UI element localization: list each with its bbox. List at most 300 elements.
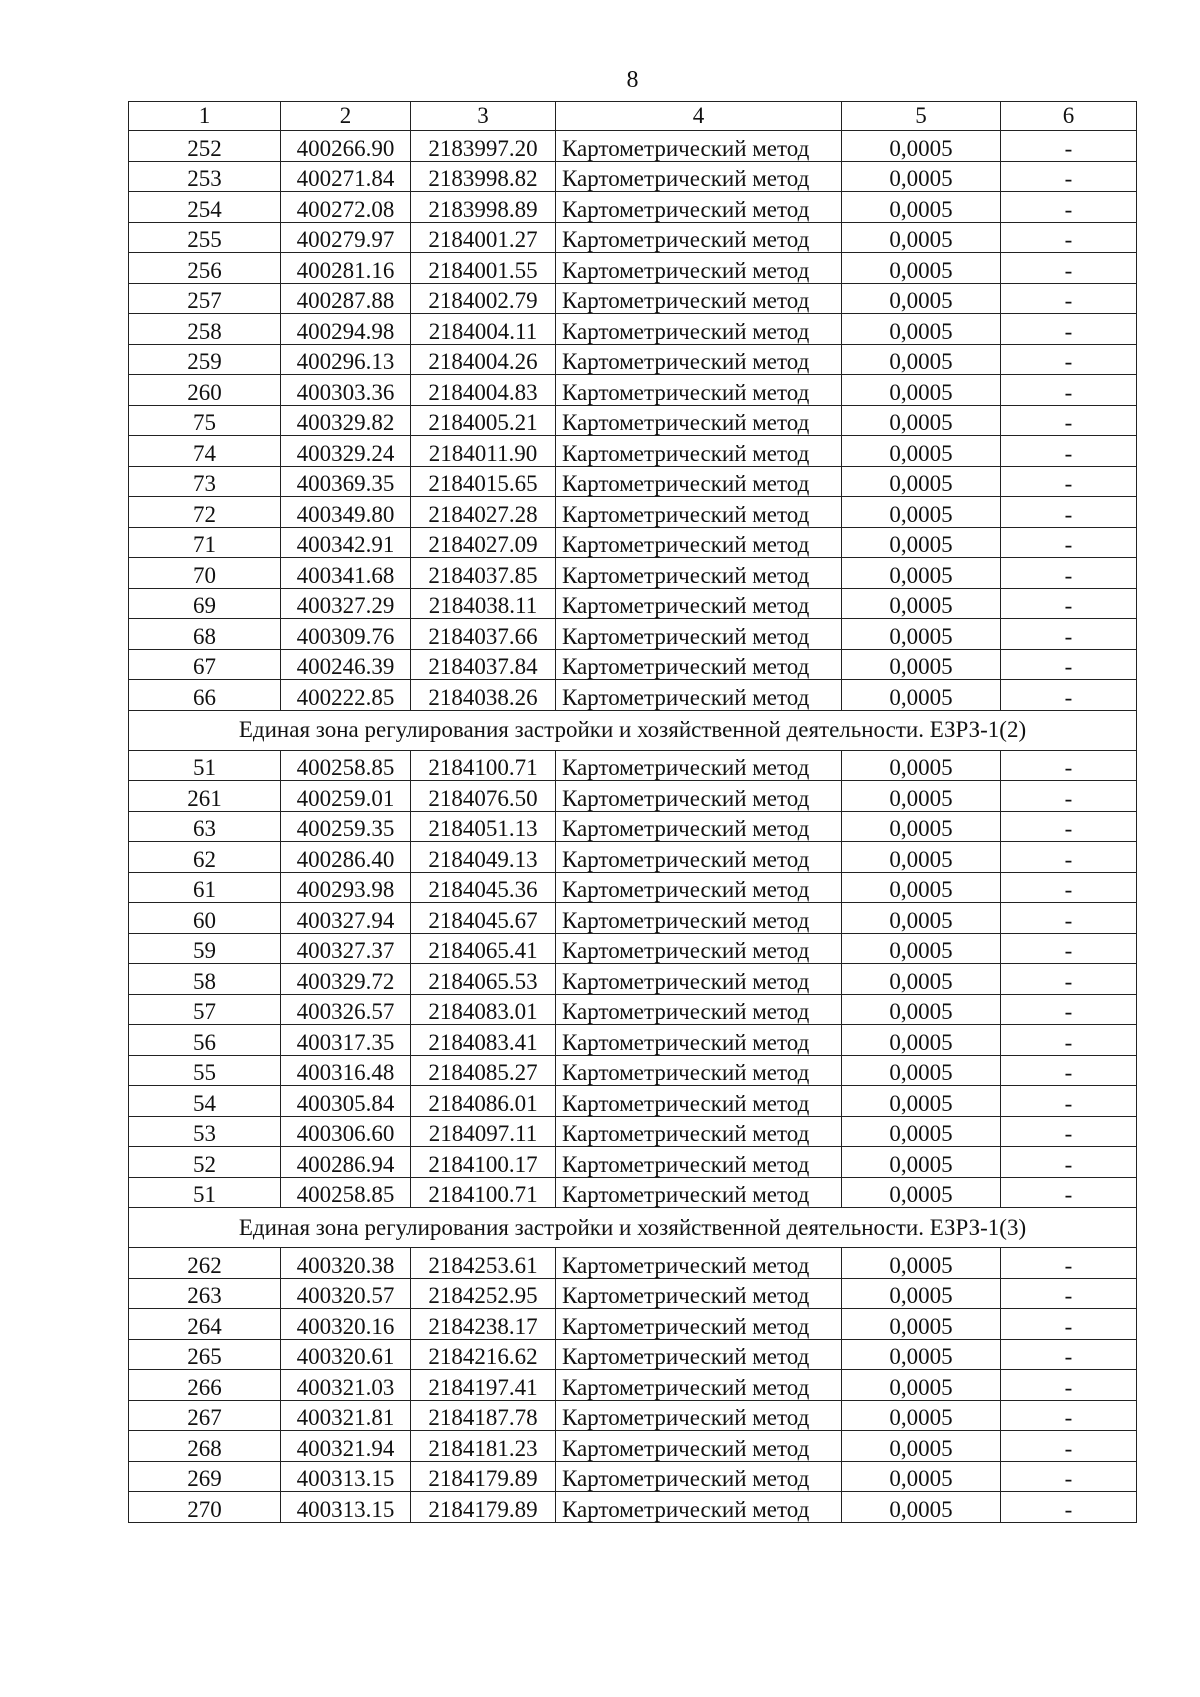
coord-y-cell: 2184181.23 [411, 1431, 556, 1462]
coord-y-cell: 2184049.13 [411, 842, 556, 873]
table-row [129, 344, 1137, 375]
point-number-cell: 71 [129, 527, 281, 558]
coord-x-cell: 400327.29 [281, 588, 411, 619]
point-number-cell: 51 [129, 1177, 281, 1208]
point-number-cell: 60 [129, 903, 281, 934]
table-row [129, 161, 1137, 192]
method-cell: Картометрический метод [556, 405, 842, 436]
accuracy-cell: 0,0005 [842, 619, 1001, 650]
coord-x-cell: 400369.35 [281, 466, 411, 497]
accuracy-cell: 0,0005 [842, 1400, 1001, 1431]
note-cell: - [1001, 131, 1137, 162]
table-row [129, 314, 1137, 345]
coord-y-cell: 2184238.17 [411, 1309, 556, 1340]
coord-x-cell: 400321.94 [281, 1431, 411, 1462]
note-cell: - [1001, 1025, 1137, 1056]
table-row [129, 1370, 1137, 1401]
point-number-cell: 263 [129, 1278, 281, 1309]
table-row [129, 933, 1137, 964]
method-cell: Картометрический метод [556, 161, 842, 192]
coord-y-cell: 2184197.41 [411, 1370, 556, 1401]
coord-x-cell: 400320.57 [281, 1278, 411, 1309]
method-cell: Картометрический метод [556, 1055, 842, 1086]
table-row [129, 1339, 1137, 1370]
coord-x-cell: 400320.38 [281, 1248, 411, 1279]
coord-y-cell: 2184004.83 [411, 375, 556, 406]
method-cell: Картометрический метод [556, 344, 842, 375]
table-row [129, 649, 1137, 680]
note-cell: - [1001, 466, 1137, 497]
coord-x-cell: 400321.81 [281, 1400, 411, 1431]
table-row [129, 750, 1137, 781]
note-cell: - [1001, 1339, 1137, 1370]
accuracy-cell: 0,0005 [842, 781, 1001, 812]
table-row [129, 1055, 1137, 1086]
table-row [129, 375, 1137, 406]
table-row [129, 405, 1137, 436]
coord-x-cell: 400281.16 [281, 253, 411, 284]
accuracy-cell: 0,0005 [842, 649, 1001, 680]
coord-x-cell: 400320.61 [281, 1339, 411, 1370]
table-row [129, 811, 1137, 842]
coord-y-cell: 2184252.95 [411, 1278, 556, 1309]
accuracy-cell: 0,0005 [842, 527, 1001, 558]
note-cell: - [1001, 1116, 1137, 1147]
accuracy-cell: 0,0005 [842, 283, 1001, 314]
coord-y-cell: 2184037.84 [411, 649, 556, 680]
point-number-cell: 74 [129, 436, 281, 467]
method-cell: Картометрический метод [556, 933, 842, 964]
table-row [129, 1400, 1137, 1431]
note-cell: - [1001, 1461, 1137, 1492]
coord-y-cell: 2184027.09 [411, 527, 556, 558]
note-cell: - [1001, 1492, 1137, 1523]
accuracy-cell: 0,0005 [842, 222, 1001, 253]
note-cell: - [1001, 436, 1137, 467]
method-cell: Картометрический метод [556, 253, 842, 284]
coord-x-cell: 400258.85 [281, 750, 411, 781]
method-cell: Картометрический метод [556, 680, 842, 711]
note-cell: - [1001, 588, 1137, 619]
note-cell: - [1001, 192, 1137, 223]
coord-x-cell: 400321.03 [281, 1370, 411, 1401]
coord-x-cell: 400279.97 [281, 222, 411, 253]
method-cell: Картометрический метод [556, 192, 842, 223]
method-cell: Картометрический метод [556, 588, 842, 619]
coord-y-cell: 2184100.17 [411, 1147, 556, 1178]
table-row [129, 1461, 1137, 1492]
point-number-cell: 73 [129, 466, 281, 497]
accuracy-cell: 0,0005 [842, 811, 1001, 842]
table-row [129, 872, 1137, 903]
table-row [129, 680, 1137, 711]
method-cell: Картометрический метод [556, 497, 842, 528]
table-row [129, 253, 1137, 284]
method-cell: Картометрический метод [556, 466, 842, 497]
accuracy-cell: 0,0005 [842, 466, 1001, 497]
table-row [129, 222, 1137, 253]
table-row [129, 588, 1137, 619]
coord-y-cell: 2184038.11 [411, 588, 556, 619]
coord-y-cell: 2184065.53 [411, 964, 556, 995]
coord-x-cell: 400341.68 [281, 558, 411, 589]
coord-y-cell: 2184045.67 [411, 903, 556, 934]
coord-y-cell: 2184086.01 [411, 1086, 556, 1117]
note-cell: - [1001, 872, 1137, 903]
point-number-cell: 68 [129, 619, 281, 650]
table-row [129, 283, 1137, 314]
accuracy-cell: 0,0005 [842, 1309, 1001, 1340]
table-row [129, 903, 1137, 934]
note-cell: - [1001, 1055, 1137, 1086]
point-number-cell: 75 [129, 405, 281, 436]
method-cell: Картометрический метод [556, 558, 842, 589]
column-header: 3 [411, 102, 556, 131]
coord-y-cell: 2184083.01 [411, 994, 556, 1025]
point-number-cell: 260 [129, 375, 281, 406]
coord-x-cell: 400259.01 [281, 781, 411, 812]
table-row [129, 1147, 1137, 1178]
table-row [129, 1086, 1137, 1117]
accuracy-cell: 0,0005 [842, 1177, 1001, 1208]
note-cell: - [1001, 283, 1137, 314]
table-row [129, 1431, 1137, 1462]
table-row [129, 131, 1137, 162]
note-cell: - [1001, 842, 1137, 873]
table-row [129, 1309, 1137, 1340]
coord-x-cell: 400342.91 [281, 527, 411, 558]
note-cell: - [1001, 253, 1137, 284]
coord-x-cell: 400287.88 [281, 283, 411, 314]
method-cell: Картометрический метод [556, 1309, 842, 1340]
coord-x-cell: 400272.08 [281, 192, 411, 223]
coord-y-cell: 2184037.85 [411, 558, 556, 589]
note-cell: - [1001, 1177, 1137, 1208]
accuracy-cell: 0,0005 [842, 872, 1001, 903]
coord-x-cell: 400313.15 [281, 1492, 411, 1523]
note-cell: - [1001, 1248, 1137, 1279]
accuracy-cell: 0,0005 [842, 964, 1001, 995]
point-number-cell: 264 [129, 1309, 281, 1340]
accuracy-cell: 0,0005 [842, 192, 1001, 223]
method-cell: Картометрический метод [556, 842, 842, 873]
column-header: 2 [281, 102, 411, 131]
coord-y-cell: 2184083.41 [411, 1025, 556, 1056]
method-cell: Картометрический метод [556, 811, 842, 842]
column-header: 4 [556, 102, 842, 131]
table-row [129, 497, 1137, 528]
method-cell: Картометрический метод [556, 1248, 842, 1279]
point-number-cell: 267 [129, 1400, 281, 1431]
method-cell: Картометрический метод [556, 872, 842, 903]
table-row [129, 1177, 1137, 1208]
table-row [129, 964, 1137, 995]
coord-x-cell: 400266.90 [281, 131, 411, 162]
table-row [129, 192, 1137, 223]
method-cell: Картометрический метод [556, 527, 842, 558]
point-number-cell: 52 [129, 1147, 281, 1178]
accuracy-cell: 0,0005 [842, 680, 1001, 711]
point-number-cell: 57 [129, 994, 281, 1025]
coord-y-cell: 2184001.27 [411, 222, 556, 253]
note-cell: - [1001, 497, 1137, 528]
table-row [129, 619, 1137, 650]
note-cell: - [1001, 1147, 1137, 1178]
note-cell: - [1001, 964, 1137, 995]
point-number-cell: 66 [129, 680, 281, 711]
accuracy-cell: 0,0005 [842, 842, 1001, 873]
method-cell: Картометрический метод [556, 649, 842, 680]
note-cell: - [1001, 994, 1137, 1025]
coord-y-cell: 2184085.27 [411, 1055, 556, 1086]
point-number-cell: 258 [129, 314, 281, 345]
point-number-cell: 269 [129, 1461, 281, 1492]
accuracy-cell: 0,0005 [842, 1339, 1001, 1370]
coordinates-table [128, 101, 1137, 1523]
accuracy-cell: 0,0005 [842, 314, 1001, 345]
point-number-cell: 257 [129, 283, 281, 314]
note-cell: - [1001, 527, 1137, 558]
method-cell: Картометрический метод [556, 436, 842, 467]
point-number-cell: 51 [129, 750, 281, 781]
note-cell: - [1001, 750, 1137, 781]
coord-y-cell: 2184011.90 [411, 436, 556, 467]
point-number-cell: 53 [129, 1116, 281, 1147]
coord-y-cell: 2184004.11 [411, 314, 556, 345]
point-number-cell: 70 [129, 558, 281, 589]
coord-y-cell: 2184179.89 [411, 1461, 556, 1492]
table-row [129, 558, 1137, 589]
point-number-cell: 256 [129, 253, 281, 284]
method-cell: Картометрический метод [556, 1177, 842, 1208]
point-number-cell: 63 [129, 811, 281, 842]
coord-x-cell: 400317.35 [281, 1025, 411, 1056]
coord-y-cell: 2184015.65 [411, 466, 556, 497]
accuracy-cell: 0,0005 [842, 558, 1001, 589]
coord-y-cell: 2184051.13 [411, 811, 556, 842]
section-title: Единая зона регулирования застройки и хозяйственной деятельности. ЕЗРЗ-1(3) [129, 1208, 1137, 1248]
coord-y-cell: 2183998.89 [411, 192, 556, 223]
coord-x-cell: 400259.35 [281, 811, 411, 842]
method-cell: Картометрический метод [556, 964, 842, 995]
coord-x-cell: 400329.82 [281, 405, 411, 436]
accuracy-cell: 0,0005 [842, 1116, 1001, 1147]
accuracy-cell: 0,0005 [842, 131, 1001, 162]
method-cell: Картометрический метод [556, 375, 842, 406]
note-cell: - [1001, 558, 1137, 589]
accuracy-cell: 0,0005 [842, 1492, 1001, 1523]
accuracy-cell: 0,0005 [842, 161, 1001, 192]
note-cell: - [1001, 161, 1137, 192]
point-number-cell: 270 [129, 1492, 281, 1523]
coord-x-cell: 400329.72 [281, 964, 411, 995]
point-number-cell: 62 [129, 842, 281, 873]
note-cell: - [1001, 344, 1137, 375]
note-cell: - [1001, 649, 1137, 680]
coord-x-cell: 400294.98 [281, 314, 411, 345]
point-number-cell: 268 [129, 1431, 281, 1462]
coord-x-cell: 400258.85 [281, 1177, 411, 1208]
method-cell: Картометрический метод [556, 1339, 842, 1370]
accuracy-cell: 0,0005 [842, 1370, 1001, 1401]
point-number-cell: 252 [129, 131, 281, 162]
point-number-cell: 58 [129, 964, 281, 995]
method-cell: Картометрический метод [556, 1086, 842, 1117]
coord-x-cell: 400305.84 [281, 1086, 411, 1117]
method-cell: Картометрический метод [556, 1400, 842, 1431]
point-number-cell: 253 [129, 161, 281, 192]
method-cell: Картометрический метод [556, 222, 842, 253]
coord-y-cell: 2184097.11 [411, 1116, 556, 1147]
note-cell: - [1001, 222, 1137, 253]
method-cell: Картометрический метод [556, 131, 842, 162]
method-cell: Картометрический метод [556, 619, 842, 650]
coord-y-cell: 2184253.61 [411, 1248, 556, 1279]
coord-x-cell: 400306.60 [281, 1116, 411, 1147]
table-row [129, 1278, 1137, 1309]
point-number-cell: 61 [129, 872, 281, 903]
method-cell: Картометрический метод [556, 903, 842, 934]
table-row [129, 1492, 1137, 1523]
point-number-cell: 54 [129, 1086, 281, 1117]
coord-x-cell: 400316.48 [281, 1055, 411, 1086]
accuracy-cell: 0,0005 [842, 1147, 1001, 1178]
note-cell: - [1001, 1370, 1137, 1401]
column-header: 5 [842, 102, 1001, 131]
method-cell: Картометрический метод [556, 750, 842, 781]
coord-x-cell: 400320.16 [281, 1309, 411, 1340]
method-cell: Картометрический метод [556, 1025, 842, 1056]
accuracy-cell: 0,0005 [842, 253, 1001, 284]
method-cell: Картометрический метод [556, 1431, 842, 1462]
coord-y-cell: 2183998.82 [411, 161, 556, 192]
coord-x-cell: 400296.13 [281, 344, 411, 375]
table-row [129, 466, 1137, 497]
note-cell: - [1001, 375, 1137, 406]
table-row [129, 527, 1137, 558]
coord-y-cell: 2184001.55 [411, 253, 556, 284]
accuracy-cell: 0,0005 [842, 1461, 1001, 1492]
table-row [129, 842, 1137, 873]
table-row [129, 781, 1137, 812]
coord-y-cell: 2184076.50 [411, 781, 556, 812]
table-row [129, 1248, 1137, 1279]
accuracy-cell: 0,0005 [842, 903, 1001, 934]
page-number: 8 [626, 67, 639, 93]
note-cell: - [1001, 1086, 1137, 1117]
coord-y-cell: 2184037.66 [411, 619, 556, 650]
accuracy-cell: 0,0005 [842, 1086, 1001, 1117]
coord-x-cell: 400286.94 [281, 1147, 411, 1178]
coord-y-cell: 2184216.62 [411, 1339, 556, 1370]
accuracy-cell: 0,0005 [842, 933, 1001, 964]
coord-x-cell: 400246.39 [281, 649, 411, 680]
accuracy-cell: 0,0005 [842, 994, 1001, 1025]
point-number-cell: 254 [129, 192, 281, 223]
table-row [129, 436, 1137, 467]
coord-x-cell: 400327.94 [281, 903, 411, 934]
coord-x-cell: 400326.57 [281, 994, 411, 1025]
point-number-cell: 255 [129, 222, 281, 253]
point-number-cell: 56 [129, 1025, 281, 1056]
accuracy-cell: 0,0005 [842, 497, 1001, 528]
point-number-cell: 69 [129, 588, 281, 619]
accuracy-cell: 0,0005 [842, 344, 1001, 375]
accuracy-cell: 0,0005 [842, 1278, 1001, 1309]
section-title-row [129, 710, 1137, 750]
accuracy-cell: 0,0005 [842, 588, 1001, 619]
method-cell: Картометрический метод [556, 1278, 842, 1309]
note-cell: - [1001, 811, 1137, 842]
accuracy-cell: 0,0005 [842, 436, 1001, 467]
method-cell: Картометрический метод [556, 1461, 842, 1492]
coord-x-cell: 400327.37 [281, 933, 411, 964]
coord-y-cell: 2184045.36 [411, 872, 556, 903]
note-cell: - [1001, 619, 1137, 650]
point-number-cell: 259 [129, 344, 281, 375]
point-number-cell: 72 [129, 497, 281, 528]
section-title-row [129, 1208, 1137, 1248]
coord-x-cell: 400293.98 [281, 872, 411, 903]
note-cell: - [1001, 405, 1137, 436]
coord-y-cell: 2184027.28 [411, 497, 556, 528]
coord-y-cell: 2184100.71 [411, 750, 556, 781]
column-header: 1 [129, 102, 281, 131]
accuracy-cell: 0,0005 [842, 750, 1001, 781]
coord-x-cell: 400271.84 [281, 161, 411, 192]
method-cell: Картометрический метод [556, 1370, 842, 1401]
accuracy-cell: 0,0005 [842, 1025, 1001, 1056]
coord-y-cell: 2184179.89 [411, 1492, 556, 1523]
coord-y-cell: 2184005.21 [411, 405, 556, 436]
coord-x-cell: 400313.15 [281, 1461, 411, 1492]
point-number-cell: 265 [129, 1339, 281, 1370]
point-number-cell: 55 [129, 1055, 281, 1086]
table-row [129, 1116, 1137, 1147]
method-cell: Картометрический метод [556, 1147, 842, 1178]
accuracy-cell: 0,0005 [842, 1248, 1001, 1279]
coord-x-cell: 400349.80 [281, 497, 411, 528]
accuracy-cell: 0,0005 [842, 1431, 1001, 1462]
accuracy-cell: 0,0005 [842, 1055, 1001, 1086]
note-cell: - [1001, 314, 1137, 345]
method-cell: Картометрический метод [556, 1116, 842, 1147]
table-row [129, 1025, 1137, 1056]
accuracy-cell: 0,0005 [842, 405, 1001, 436]
coord-y-cell: 2184038.26 [411, 680, 556, 711]
note-cell: - [1001, 1400, 1137, 1431]
section-title: Единая зона регулирования застройки и хозяйственной деятельности. ЕЗРЗ-1(2) [129, 710, 1137, 750]
accuracy-cell: 0,0005 [842, 375, 1001, 406]
note-cell: - [1001, 1431, 1137, 1462]
coord-x-cell: 400309.76 [281, 619, 411, 650]
note-cell: - [1001, 1309, 1137, 1340]
note-cell: - [1001, 1278, 1137, 1309]
method-cell: Картометрический метод [556, 283, 842, 314]
coord-y-cell: 2184187.78 [411, 1400, 556, 1431]
coord-y-cell: 2184004.26 [411, 344, 556, 375]
coord-y-cell: 2183997.20 [411, 131, 556, 162]
method-cell: Картометрический метод [556, 1492, 842, 1523]
table-row [129, 994, 1137, 1025]
header-row [129, 102, 1137, 131]
coord-x-cell: 400286.40 [281, 842, 411, 873]
method-cell: Картометрический метод [556, 781, 842, 812]
coord-y-cell: 2184065.41 [411, 933, 556, 964]
method-cell: Картометрический метод [556, 314, 842, 345]
coord-y-cell: 2184100.71 [411, 1177, 556, 1208]
note-cell: - [1001, 781, 1137, 812]
